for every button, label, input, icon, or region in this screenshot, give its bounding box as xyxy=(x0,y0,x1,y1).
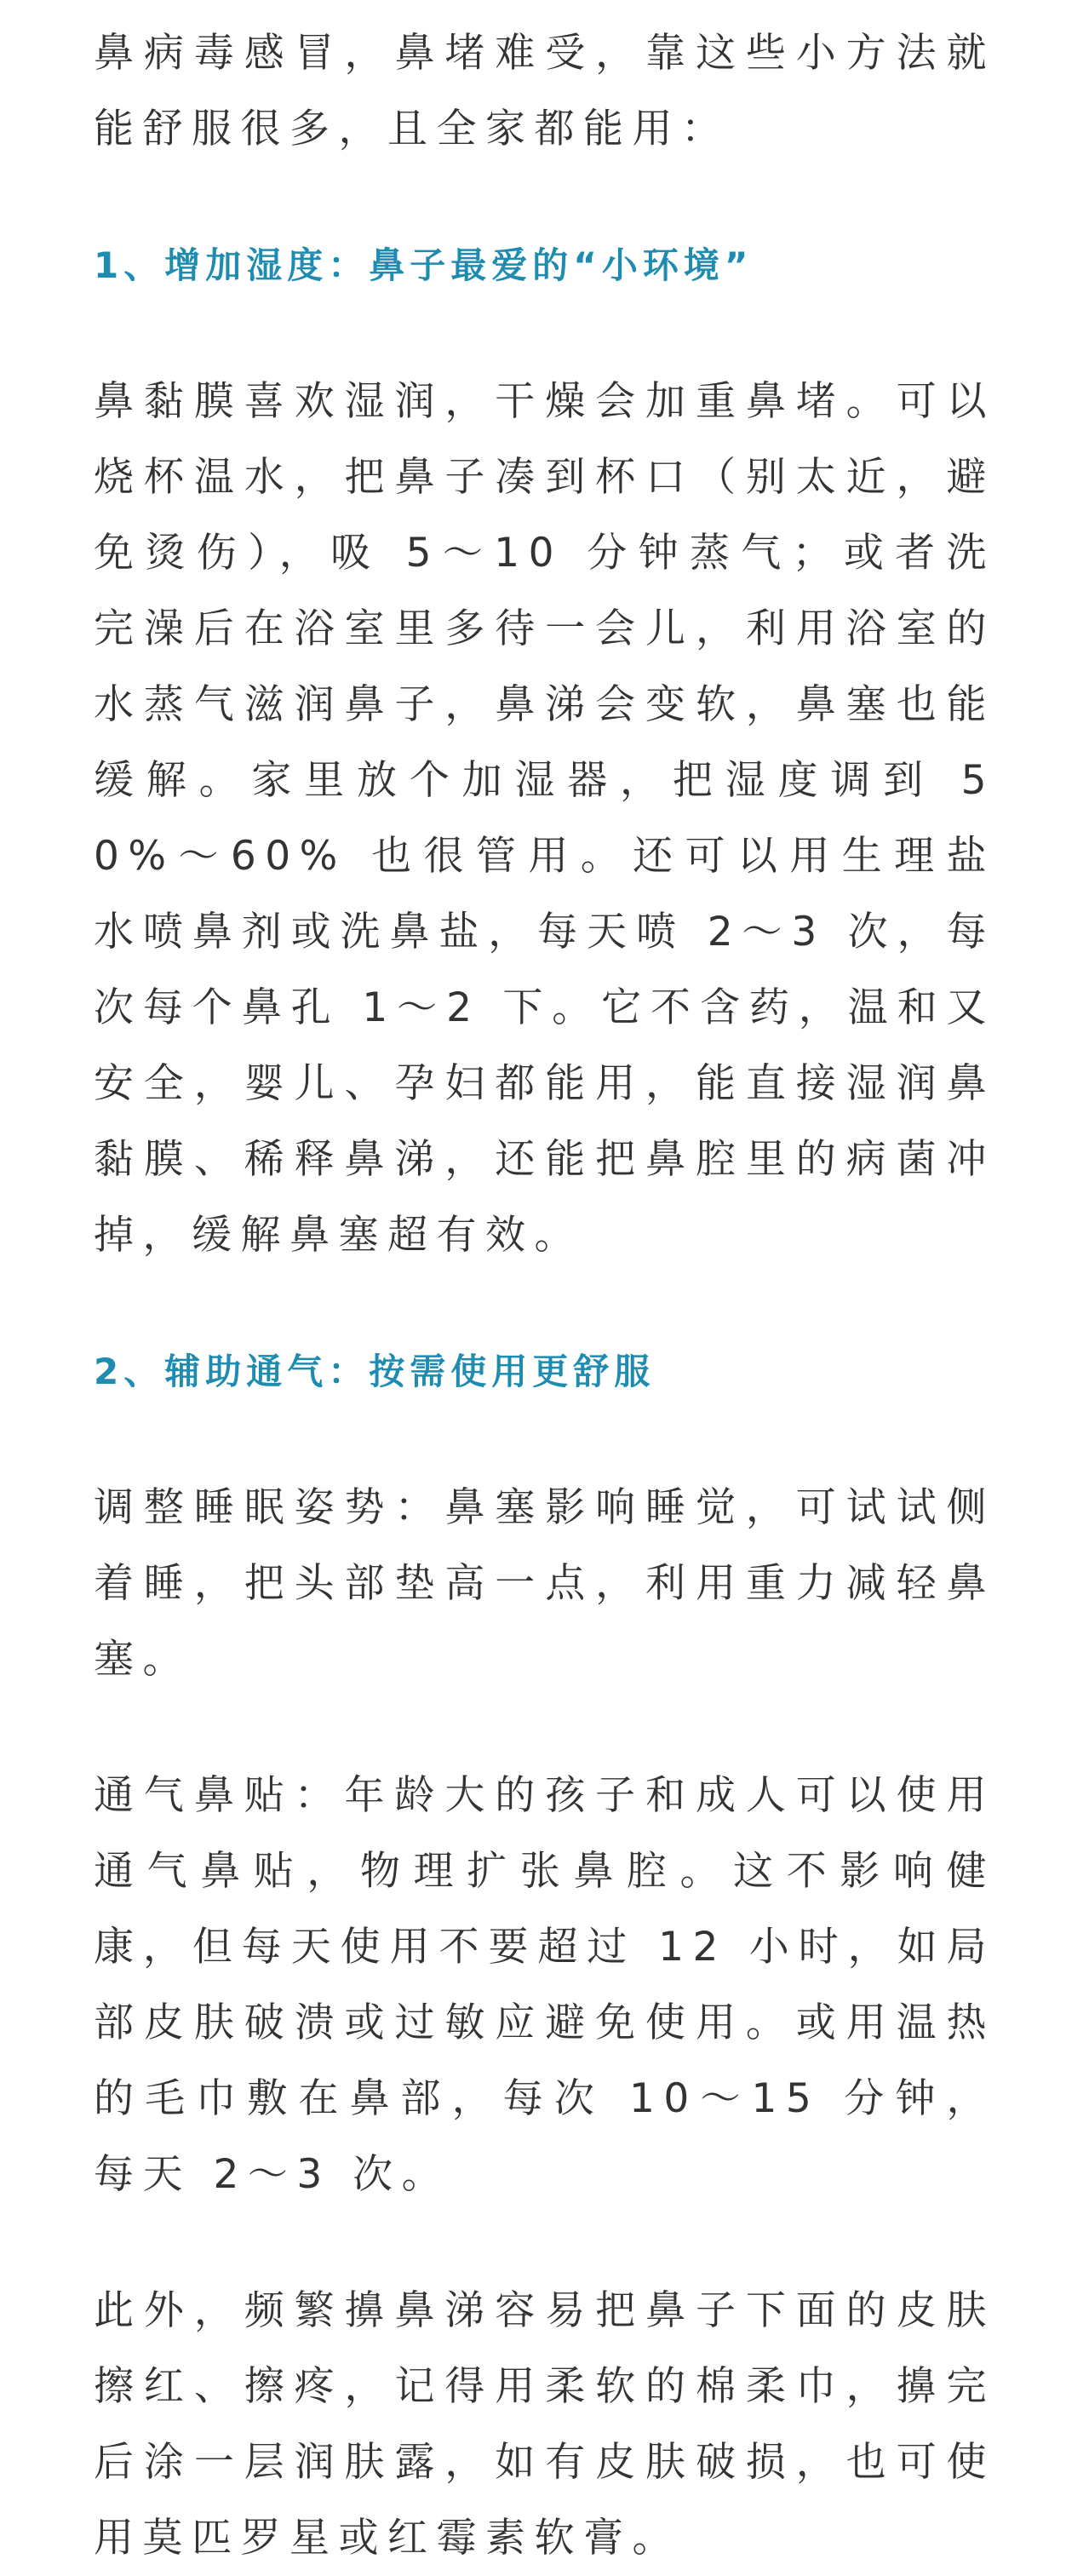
section-heading-humidity: 1、增加湿度：鼻子最爱的“小环境” xyxy=(94,244,754,286)
spacer xyxy=(94,167,995,227)
intro-paragraph: 鼻病毒感冒，鼻堵难受，靠这些小方法就能舒服很多，且全家都能用： xyxy=(94,30,995,152)
article xyxy=(94,15,995,2576)
spacer xyxy=(94,2212,995,2273)
spacer xyxy=(94,1273,995,1334)
skin-care-paragraph: 此外，频繁擤鼻涕容易把鼻子下面的皮肤擦红、擦疼，记得用柔软的棉柔巾，擤完后涂一层润肤露，如有皮肤破损，也可使用莫匹罗星或红霉素软膏。 xyxy=(94,2287,995,2562)
humidity-paragraph: 鼻黏膜喜欢湿润，干燥会加重鼻堵。可以烧杯温水，把鼻子凑到杯口（别太近，避免烫伤），吸 5～10 分钟蒸气；或者洗完澡后在浴室里多待一会儿，利用浴室的水蒸气滋润鼻子，鼻涕会变软，鼻塞也能缓解。家里放个加湿器，把湿度调到 50%～60% 也很管用。还可以用生理盐水喷鼻剂或洗鼻盐，每天喷 2～3 次，每次每个鼻孔 1～2 下。它不含药，温和又安全，婴儿、孕妇都能用，能直接湿润鼻黏膜、稀释鼻涕，还能把鼻腔里的病菌冲掉，缓解鼻塞超有效。 xyxy=(94,378,995,1259)
spacer xyxy=(94,303,995,364)
section-heading-ventilation: 2、辅助通气：按需使用更舒服 xyxy=(94,1351,656,1392)
spacer xyxy=(94,1409,995,1470)
nasal-strip-paragraph: 通气鼻贴：年龄大的孩子和成人可以使用通气鼻贴，物理扩张鼻腔。这不影响健康，但每天使用不要超过 12 小时，如局部皮肤破溃或过敏应避免使用。或用温热的毛巾敷在鼻部，每次 10～15 分钟，每天 2～3 次。 xyxy=(94,1772,995,2198)
sleep-posture-paragraph: 调整睡眠姿势：鼻塞影响睡觉，可试试侧着睡，把头部垫高一点，利用重力减轻鼻塞。 xyxy=(94,1484,995,1683)
spacer xyxy=(94,1697,995,1758)
